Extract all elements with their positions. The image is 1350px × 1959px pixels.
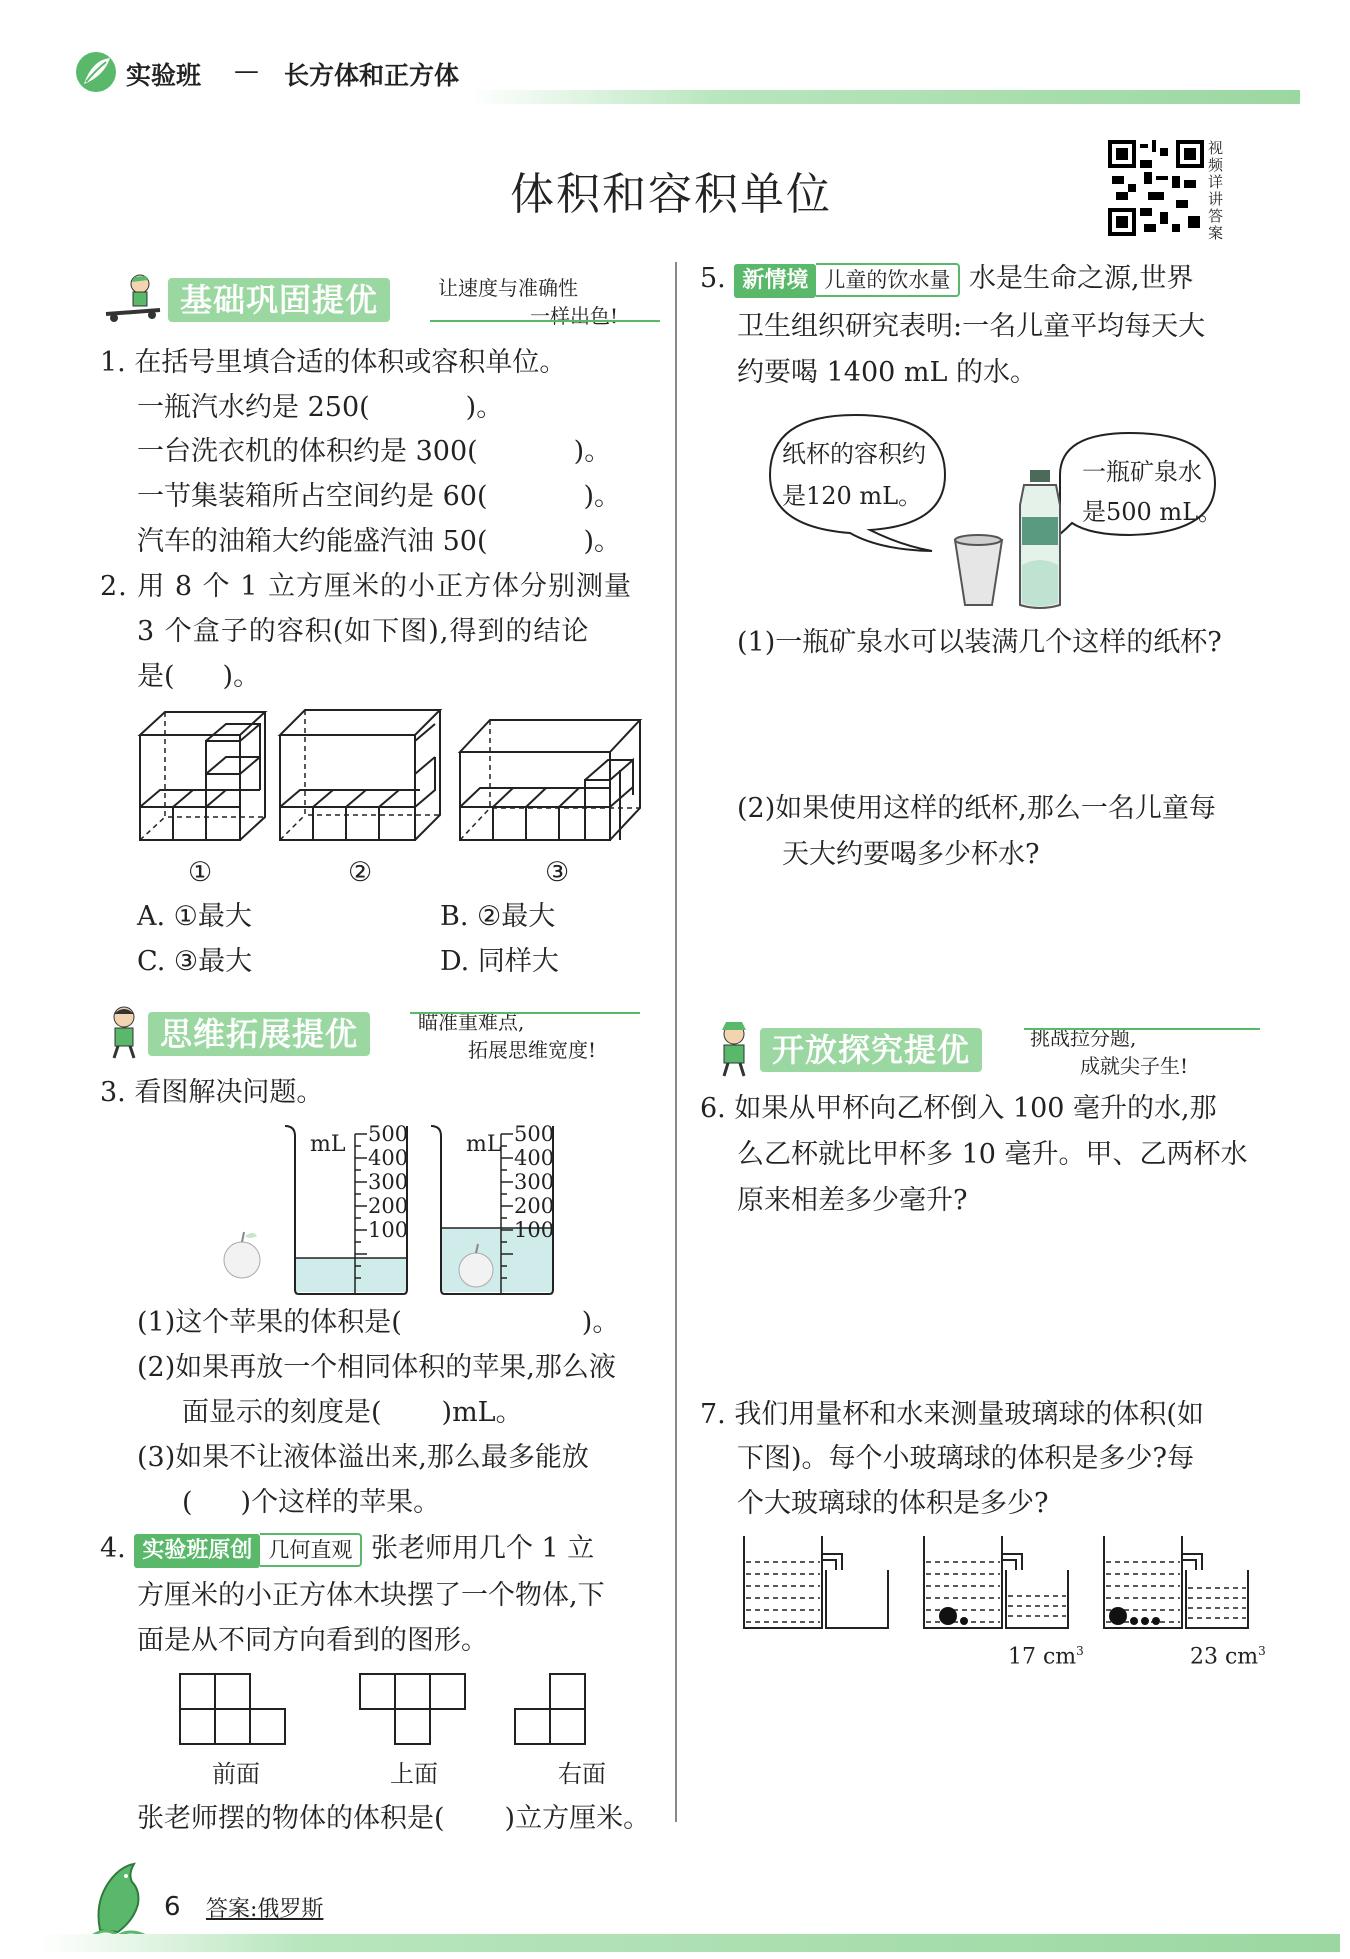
box-2 [280, 710, 440, 840]
bubble-1-text-1: 纸杯的容积约 [782, 440, 926, 468]
small-ball [1152, 1617, 1160, 1625]
footer-answer: 答案:俄罗斯 [206, 1897, 324, 1922]
q7-line-3: 个大玻璃球的体积是多少? [737, 1488, 1049, 1519]
q6-line-1: 6. 如果从甲杯向乙杯倒入 100 毫升的水,那 [700, 1093, 1217, 1124]
beaker-2-tick-200: 200 [514, 1194, 555, 1218]
small-ball [1141, 1617, 1149, 1625]
measure-setup-1 [744, 1536, 888, 1628]
q1-line-4: 汽车的油箱大约能盛汽油 50( )。 [137, 526, 622, 557]
q1-line-2: 一台洗衣机的体积约是 300( )。 [137, 436, 612, 467]
beaker-2-tick-500: 500 [514, 1122, 555, 1146]
skateboard-kid-icon [100, 272, 170, 324]
q5-tag-new: 新情境 [734, 264, 816, 298]
thinker-kid-icon [100, 1004, 148, 1060]
q5-line-1: 5. 新情境 儿童的饮水量 水是生命之源,世界 [700, 256, 1194, 301]
bubble-2-text-1: 一瓶矿泉水 [1082, 458, 1202, 486]
q2-fig-label-2: ② [348, 857, 373, 888]
q4-view-label-top: 上面 [390, 1760, 438, 1788]
banner-rule [430, 320, 660, 322]
speech-bubble-2 [1046, 433, 1215, 545]
q4-views-figure [170, 1668, 630, 1748]
q2-line-1: 2. 用 8 个 1 立方厘米的小正方体分别测量 [100, 571, 633, 602]
box-1 [140, 712, 265, 840]
q2-boxes-figure [130, 700, 670, 850]
view-right [515, 1674, 585, 1744]
bubble-2-text-2: 是500 mL。 [1082, 498, 1223, 526]
q3-sub-3a: (3)如果不让液体溢出来,那么最多能放 [137, 1442, 589, 1473]
big-ball [1109, 1607, 1127, 1625]
q1-line-1: 一瓶汽水约是 250( )。 [137, 392, 504, 423]
bubble-1-text-2: 是120 mL。 [782, 482, 923, 510]
beaker-2-tick-400: 400 [514, 1146, 555, 1170]
header-unit: 长方体和正方体 [284, 61, 460, 90]
qr-caption: 视频详讲答案 [1208, 139, 1224, 242]
q3-sub-2a: (2)如果再放一个相同体积的苹果,那么液 [137, 1352, 616, 1383]
header-brand: 实验班 [126, 61, 202, 90]
qr-code-icon [1108, 140, 1204, 236]
leaf-logo-icon [74, 50, 118, 94]
q5-tag-water: 儿童的饮水量 [816, 263, 960, 297]
section-banner-basic [100, 276, 660, 328]
q4-view-label-right: 右面 [558, 1760, 606, 1788]
header-dash: — [234, 56, 259, 85]
q7-line-1: 7. 我们用量杯和水来测量玻璃球的体积(如 [700, 1399, 1204, 1430]
dolphin-icon [88, 1860, 150, 1940]
q6-line-2: 么乙杯就比甲杯多 10 毫升。甲、乙两杯水 [737, 1139, 1248, 1170]
section-slogan-basic-1: 让速度与准确性 [438, 276, 578, 300]
beaker-2-tick-300: 300 [514, 1170, 555, 1194]
q3-sub-3b: ( )个这样的苹果。 [182, 1487, 441, 1518]
footer [0, 1860, 1350, 1959]
beaker-1-tick-200: 200 [368, 1194, 409, 1218]
beaker-2-tick-100: 100 [514, 1218, 555, 1242]
q1-stem: 1. 在括号里填合适的体积或容积单位。 [100, 347, 567, 378]
beaker-2-unit: mL [466, 1132, 502, 1157]
q3-sub-1: (1)这个苹果的体积是( )。 [137, 1307, 620, 1338]
q5-sub-2b: 天大约要喝多少杯水? [782, 839, 1040, 870]
section-slogan-thinking-2: 拓展思维宽度! [468, 1038, 597, 1062]
q2-option-c[interactable]: C. ③最大 [137, 946, 253, 977]
section-label-open: 开放探究提优 [760, 1028, 982, 1072]
qr-code[interactable] [1108, 139, 1224, 242]
q4-line-3: 面是从不同方向看到的图形。 [137, 1625, 488, 1656]
column-divider [675, 262, 677, 1822]
page-number: 6 [164, 1892, 181, 1922]
q5-sub-1: (1)一瓶矿泉水可以装满几个这样的纸杯? [737, 627, 1222, 658]
beaker-1-unit: mL [310, 1132, 346, 1157]
q7-cups-figure [738, 1530, 1268, 1640]
section-slogan-open-1: 挑战拉分题, [1030, 1026, 1137, 1050]
beaker-1-tick-400: 400 [368, 1146, 409, 1170]
q5-line-3: 约要喝 1400 mL 的水。 [737, 357, 1037, 388]
footer-band [40, 1934, 1340, 1952]
q5-line-2: 卫生组织研究表明:一名儿童平均每天大 [737, 311, 1206, 342]
header-stripe [470, 90, 1300, 104]
q1-line-3: 一节集装箱所占空间约是 60( )。 [137, 481, 622, 512]
q4-tag-geometry: 几何直观 [260, 1533, 362, 1567]
section-label-basic: 基础巩固提优 [168, 278, 390, 322]
small-ball [960, 1617, 968, 1625]
section-banner-open [708, 1026, 1260, 1078]
q4-line-2: 方厘米的小正方体木块摆了一个物体,下 [137, 1580, 605, 1611]
paper-cup-icon [955, 535, 1002, 605]
beaker-1-tick-300: 300 [368, 1170, 409, 1194]
q4-line-4: 张老师摆的物体的体积是( )立方厘米。 [137, 1803, 651, 1834]
beaker-1-tick-100: 100 [368, 1218, 409, 1242]
section-slogan-open-2: 成就尖子生! [1080, 1054, 1189, 1078]
q2-line-3: 是( )。 [137, 661, 261, 692]
q2-fig-label-3: ③ [545, 857, 570, 888]
water-bottle-icon [1020, 470, 1060, 608]
q4-view-label-front: 前面 [212, 1760, 260, 1788]
section-label-thinking: 思维拓展提优 [148, 1012, 370, 1056]
big-ball [939, 1607, 957, 1625]
q7-label-1: 17 $cm^3$ [1008, 1644, 1084, 1670]
page-title: 体积和容积单位 [510, 169, 832, 220]
view-front [180, 1674, 285, 1744]
q7-label-2: 23 $cm^3$ [1190, 1644, 1266, 1670]
section-slogan-basic-2: 一样出色! [530, 304, 619, 328]
box-3 [460, 720, 640, 840]
small-ball [1130, 1617, 1138, 1625]
q3-sub-2b: 面显示的刻度是( )mL。 [182, 1397, 523, 1428]
q2-option-d[interactable]: D. 同样大 [440, 946, 559, 977]
header [0, 40, 1350, 120]
q2-option-a[interactable]: A. ①最大 [137, 901, 252, 932]
banner-rule [410, 1012, 640, 1014]
q3-stem: 3. 看图解决问题。 [100, 1077, 324, 1108]
section-slogan-thinking-1: 瞄准重难点, [418, 1010, 525, 1034]
section-banner-thinking [100, 1010, 640, 1062]
q4-tag-original: 实验班原创 [134, 1534, 260, 1568]
beaker-1-tick-500: 500 [368, 1122, 409, 1146]
q7-line-2: 下图)。每个小玻璃球的体积是多少?每 [737, 1443, 1195, 1474]
q2-line-2: 3 个盒子的容积(如下图),得到的结论 [137, 616, 590, 647]
q6-line-3: 原来相差多少毫升? [737, 1185, 968, 1216]
q5-sub-2a: (2)如果使用这样的纸杯,那么一名儿童每 [737, 793, 1216, 824]
apple-outside-icon [224, 1232, 260, 1278]
banner-rule [1024, 1028, 1260, 1030]
q4-line-1: 4. 实验班原创 几何直观 张老师用几个 1 立 [100, 1526, 594, 1571]
q2-option-b[interactable]: B. ②最大 [440, 901, 556, 932]
q2-fig-label-1: ① [188, 857, 213, 888]
explorer-kid-icon [708, 1018, 760, 1078]
view-top [360, 1674, 465, 1744]
